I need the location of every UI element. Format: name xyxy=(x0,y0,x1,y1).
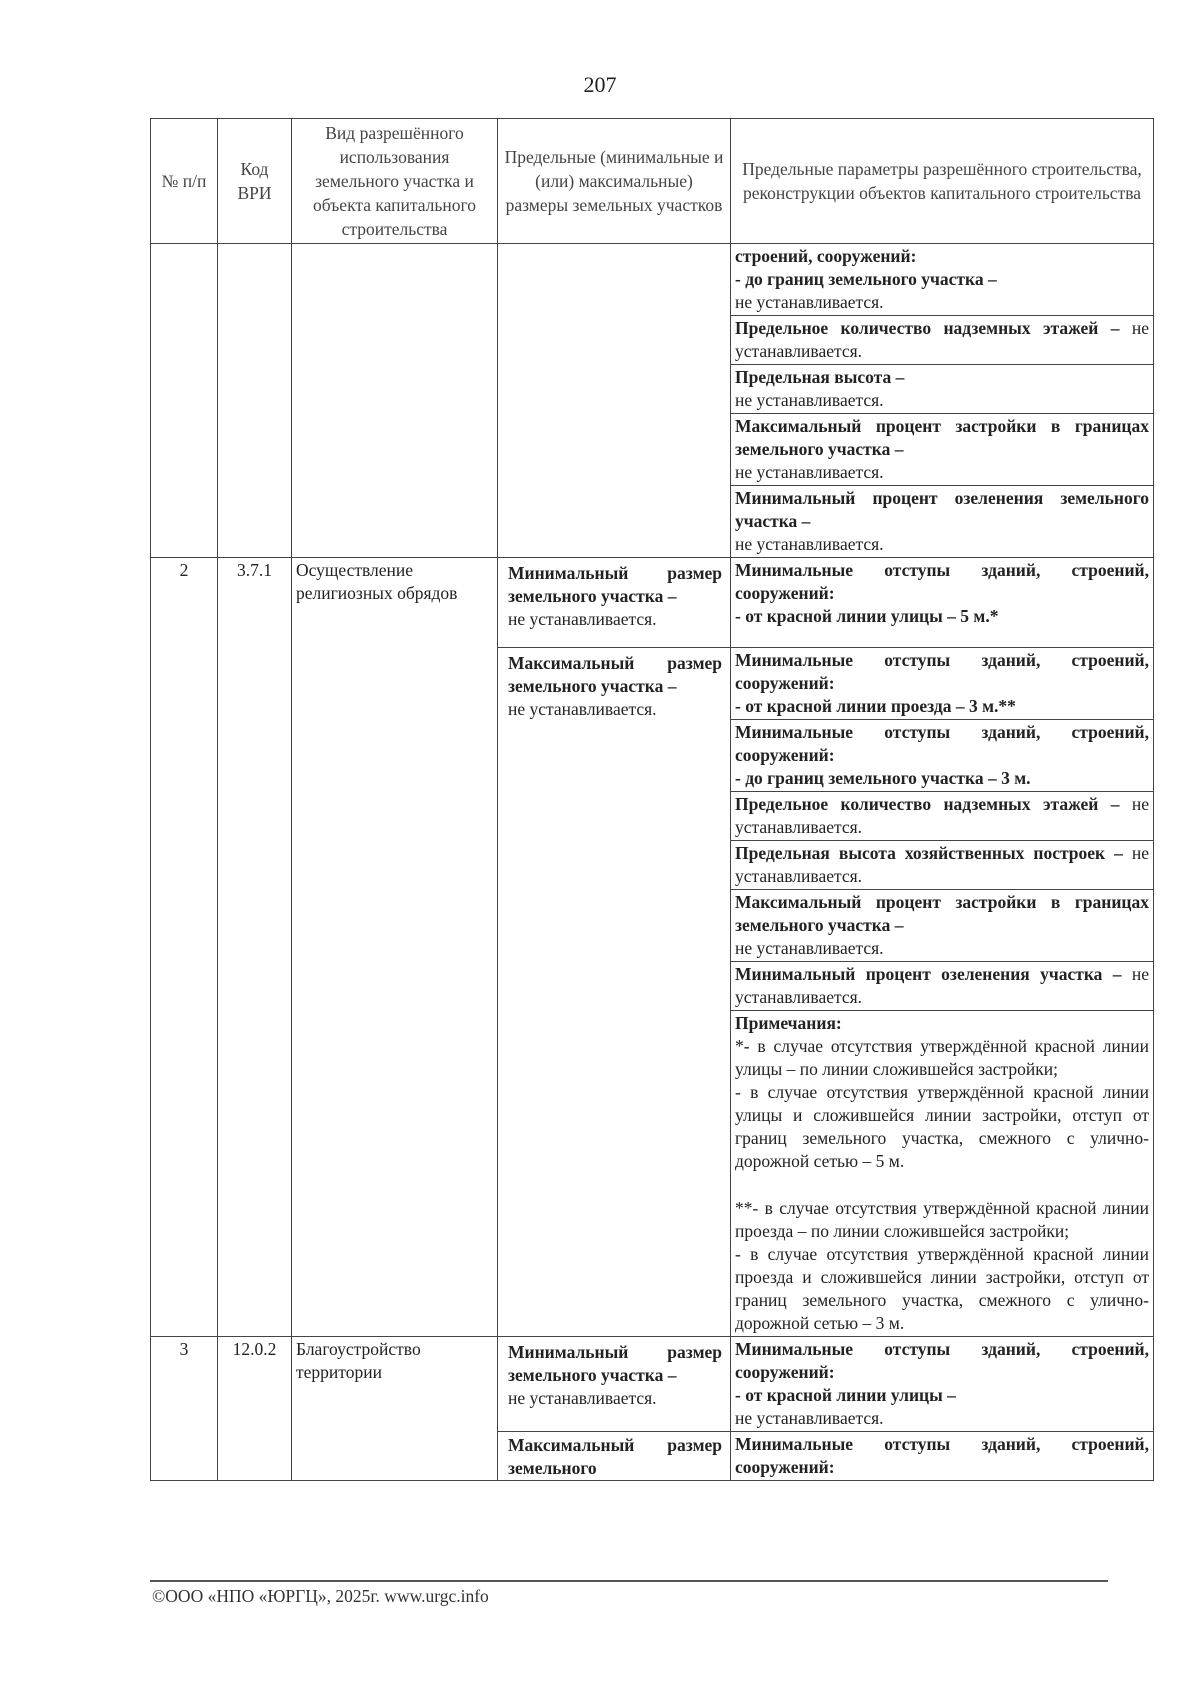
vri-code: 3.7.1 xyxy=(218,558,292,1337)
page-number: 207 xyxy=(583,72,617,97)
param-title: Минимальные отступы зданий, строений, сооружений: xyxy=(735,1339,1149,1382)
header-code: Код ВРИ xyxy=(218,119,292,244)
notes-title: Примечания: xyxy=(735,1013,842,1033)
param-line: - до границ земельного участка – 3 м. xyxy=(735,768,1031,788)
param-cell xyxy=(731,841,1154,890)
param-line: - от красной линии улицы – xyxy=(735,1385,956,1405)
param-cell xyxy=(731,890,1154,962)
header-size: Предельные (минимальные и (или) максимальные) размеры земельных участков xyxy=(498,119,731,244)
use-type: Благоустройство территории xyxy=(292,1337,498,1481)
param-cell xyxy=(731,720,1154,792)
cont-use-cell xyxy=(292,244,498,558)
param-cell xyxy=(731,558,1154,648)
row-number: 3 xyxy=(151,1337,218,1481)
header-params: Предельные параметры разрешённого строительства, реконструкции объектов капитального строительства xyxy=(731,119,1154,244)
param-value: не устанавливается. xyxy=(735,843,1149,886)
param-cell xyxy=(731,1432,1154,1481)
param-title: Минимальный процент озеленения участка – xyxy=(735,964,1122,984)
param-line: - до границ земельного участка – xyxy=(735,269,997,289)
param-cell xyxy=(731,962,1154,1011)
param-cell xyxy=(731,316,1154,365)
size-cell xyxy=(498,1337,731,1432)
param-title: Максимальный процент застройки в границах земельного участка – xyxy=(735,892,1149,935)
vri-code: 12.0.2 xyxy=(218,1337,292,1481)
footer-divider xyxy=(150,1580,1108,1582)
param-value: не устанавливается. xyxy=(735,794,1149,837)
param-value: не устанавливается. xyxy=(735,390,884,410)
cont-size-cell xyxy=(498,244,731,558)
param-value: не устанавливается. xyxy=(735,462,884,482)
param-title: Предельное количество надземных этажей – xyxy=(735,318,1120,338)
param-title: Минимальные отступы зданий, строений, сооружений: xyxy=(735,1434,1149,1477)
param-value: не устанавливается. xyxy=(735,964,1149,1007)
param-value: не устанавливается. xyxy=(735,938,884,958)
param-title: Предельное количество надземных этажей – xyxy=(735,794,1120,814)
note-text: *- в случае отсутствия утверждённой красной линии улицы – по линии сложившейся застройки; xyxy=(735,1036,1149,1079)
header-use: Вид разрешённого использования земельного участка и объекта капитального строительства xyxy=(292,119,498,244)
min-size-title: Минимальный размер земельного участка – xyxy=(508,563,722,606)
param-cell xyxy=(731,648,1154,720)
table-row xyxy=(151,1337,1154,1432)
max-size-title: Максимальный размер земельного xyxy=(508,1435,722,1478)
param-line: - от красной линии улицы – 5 м.* xyxy=(735,606,999,626)
param-title: Минимальные отступы зданий, строений, сооружений: xyxy=(735,650,1149,693)
size-cell xyxy=(498,1432,731,1481)
param-value: не устанавливается. xyxy=(735,534,884,554)
min-size-value: не устанавливается. xyxy=(508,609,657,629)
param-title: строений, сооружений: xyxy=(735,246,917,266)
note-text: - в случае отсутствия утверждённой красной линии улицы и сложившейся линии застройки, отступ от границ земельного участка, смежного с улично-дорожной сетью – 5 м. xyxy=(735,1082,1149,1171)
regulations-table xyxy=(150,118,1154,1481)
note-text: - в случае отсутствия утверждённой красной линии проезда и сложившейся линии застройки, отступ от границ земельного участка, смежного с улично-дорожной сетью – 3 м. xyxy=(735,1244,1149,1333)
param-value: не устанавливается. xyxy=(735,292,884,312)
param-line: - от красной линии проезда – 3 м.** xyxy=(735,696,1016,716)
row-number: 2 xyxy=(151,558,218,1337)
max-size-value: не устанавливается. xyxy=(508,699,657,719)
param-title: Предельная высота хозяйственных построек – xyxy=(735,843,1123,863)
param-value: не устанавливается. xyxy=(735,318,1149,361)
param-title: Минимальный процент озеленения земельного участка – xyxy=(735,488,1149,531)
note-text: **- в случае отсутствия утверждённой красной линии проезда – по линии сложившейся застройки; xyxy=(735,1198,1149,1241)
min-size-title: Минимальный размер земельного участка – xyxy=(508,1342,722,1385)
param-title: Предельная высота – xyxy=(735,367,905,387)
size-cell xyxy=(498,558,731,648)
param-cell xyxy=(731,244,1154,316)
notes-cell xyxy=(731,1011,1154,1337)
param-title: Максимальный процент застройки в границах земельного участка – xyxy=(735,416,1149,459)
footer-copyright: ©ООО «НПО «ЮРГЦ», 2025г. www.urgc.info xyxy=(152,1586,489,1606)
param-cell xyxy=(731,365,1154,414)
size-cell xyxy=(498,648,731,1337)
use-type: Осуществление религиозных обрядов xyxy=(292,558,498,1337)
cont-num-cell xyxy=(151,244,218,558)
param-cell xyxy=(731,414,1154,486)
cont-code-cell xyxy=(218,244,292,558)
param-cell xyxy=(731,1337,1154,1432)
table-header-row xyxy=(151,119,1154,244)
param-cell xyxy=(731,792,1154,841)
param-title: Минимальные отступы зданий, строений, сооружений: xyxy=(735,560,1149,603)
header-num: № п/п xyxy=(151,119,218,244)
param-title: Минимальные отступы зданий, строений, сооружений: xyxy=(735,722,1149,765)
max-size-title: Максимальный размер земельного участка – xyxy=(508,653,722,696)
min-size-value: не устанавливается. xyxy=(508,1388,657,1408)
param-value: не устанавливается. xyxy=(735,1408,884,1428)
table-row xyxy=(151,244,1154,316)
table-row xyxy=(151,558,1154,648)
param-cell xyxy=(731,486,1154,558)
